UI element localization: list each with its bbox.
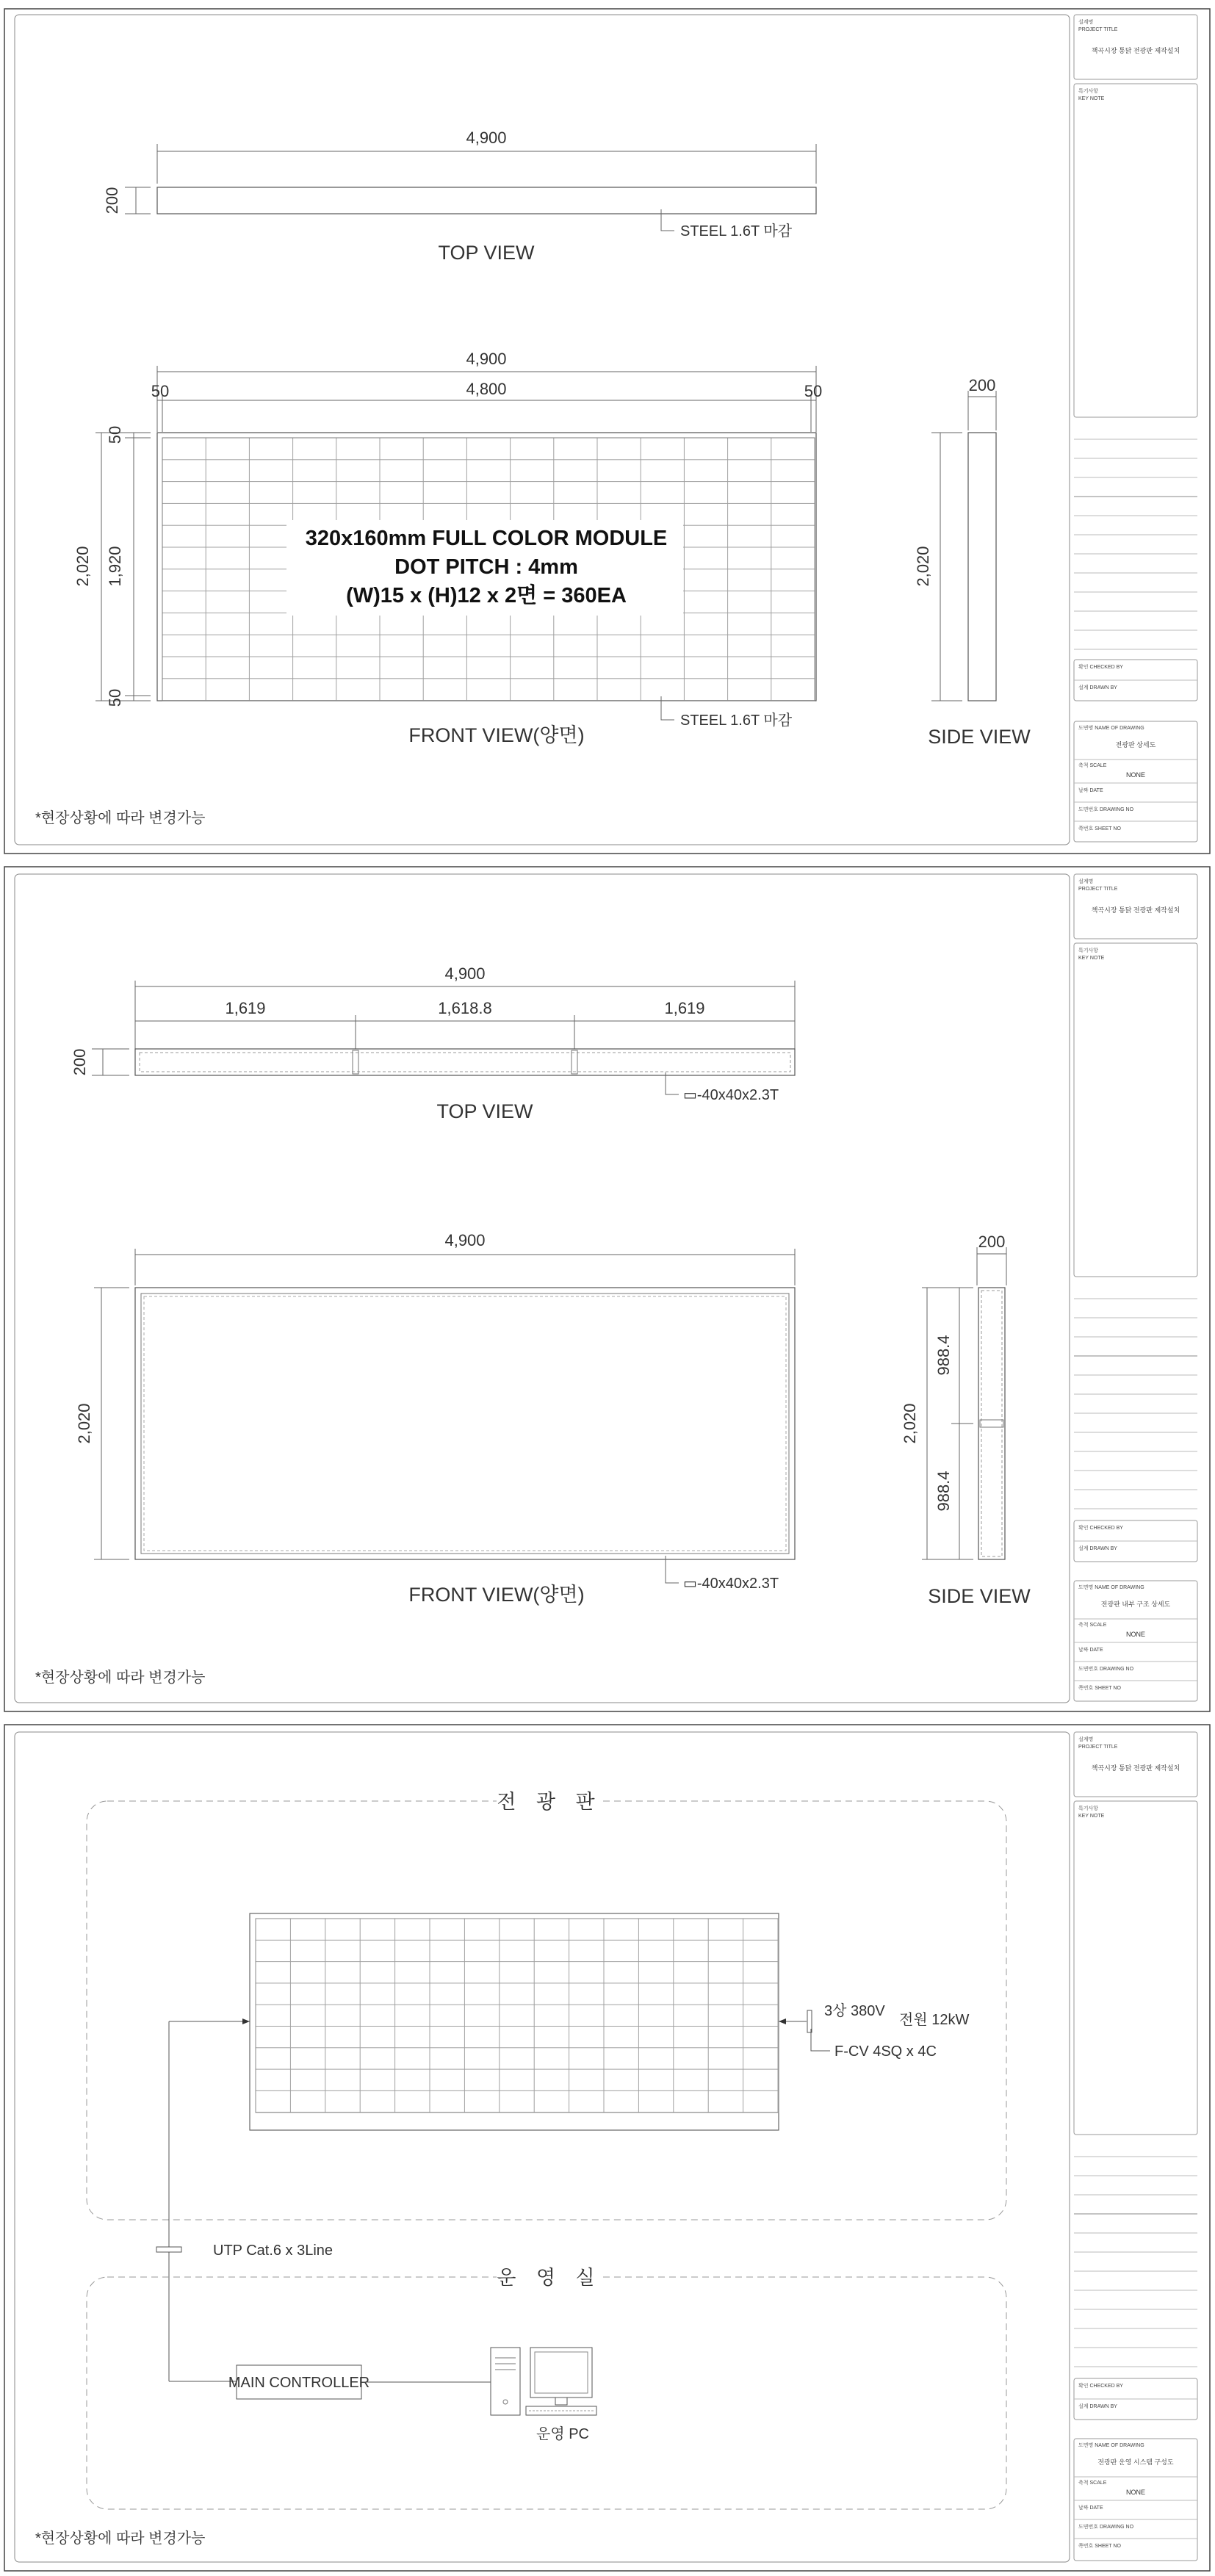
project-label-ko: 설계명 [1078, 1737, 1094, 1742]
checked-by-label: 확인 CHECKED BY [1078, 2384, 1123, 2389]
scale-value: NONE [1125, 1631, 1146, 1638]
date-label: 날짜 DATE [1078, 1648, 1103, 1653]
project-name: 책곡시장 통닭 전광판 제작설치 [1091, 1764, 1180, 1772]
top-view-outline [157, 187, 816, 214]
sheet-no-label: 쪽번호 SHEET NO [1078, 826, 1121, 831]
front-view-outline [135, 1288, 795, 1559]
sign-area-label: 전 광 판 [497, 1791, 602, 1813]
drawing-name: 전광판 운영 시스템 구성도 [1097, 2458, 1174, 2466]
front-view-width-dim: 4,900 [466, 350, 507, 368]
scale-label: 축척 SCALE [1078, 2481, 1107, 2486]
checked-by-label: 확인 CHECKED BY [1078, 1526, 1123, 1531]
front-view-width-dim: 4,900 [444, 1231, 486, 1249]
key-note-label-en: KEY NOTE [1078, 1814, 1105, 1819]
drawing-name-label: 도면명 NAME OF DRAWING [1078, 2443, 1144, 2448]
drawing-name: 전광판 내부 구조 상세도 [1100, 1601, 1171, 1608]
front-view-margin-bottom-dim: 50 [105, 688, 124, 707]
pc-keyboard-icon [526, 2406, 596, 2415]
sheet-3 [4, 1725, 1210, 2571]
drawn-by-label: 설계 DRAWN BY [1078, 2404, 1117, 2409]
drawing-name-label: 도면명 NAME OF DRAWING [1078, 726, 1144, 731]
sheet-2-front-view [75, 1231, 795, 1606]
side-view-outline [968, 433, 996, 701]
scale-label: 축척 SCALE [1078, 763, 1107, 768]
power-capacity: 전원 12kW [899, 2012, 970, 2028]
sheet-2-side-view [901, 1233, 1031, 1607]
project-label-en: PROJECT TITLE [1078, 27, 1118, 32]
front-view-callout: STEEL 1.6T 마감 [680, 712, 793, 729]
project-name: 책곡시장 통닭 전광판 제작설치 [1091, 906, 1180, 914]
scale-value: NONE [1125, 2489, 1146, 2496]
drawn-by-label: 설계 DRAWN BY [1078, 685, 1117, 690]
top-view-seg1-dim: 1,619 [225, 999, 266, 1017]
pc-label: 운영 PC [536, 2426, 589, 2442]
project-label-en: PROJECT TITLE [1078, 887, 1118, 892]
project-label-ko: 설계명 [1078, 20, 1094, 25]
top-view-seg3-dim: 1,619 [664, 999, 705, 1017]
front-view-margin-top-dim: 50 [105, 425, 124, 444]
side-view-title: SIDE VIEW [928, 1585, 1031, 1607]
sheet-1-title-block [1074, 15, 1197, 842]
drawing-no-label: 도면번호 DRAWING NO [1078, 807, 1134, 812]
sheet-2-drawing-area [15, 874, 1070, 1703]
front-view-title: FRONT VIEW(양면) [408, 724, 585, 746]
front-view-inner-width-dim: 4,800 [466, 380, 507, 398]
main-controller-label: MAIN CONTROLLER [228, 2375, 370, 2391]
utp-label: UTP Cat.6 x 3Line [213, 2243, 334, 2259]
drawing-name-label: 도면명 NAME OF DRAWING [1078, 1585, 1144, 1590]
front-view-height-dim: 2,020 [74, 1403, 93, 1444]
top-view-width-dim: 4,900 [466, 129, 507, 147]
sheet-1-side-view [914, 376, 1031, 748]
side-view-lower-dim: 988.4 [934, 1471, 953, 1512]
power-cable: F-CV 4SQ x 4C [834, 2043, 937, 2060]
module-spec-line-3: (W)15 x (H)12 x 2면 = 360EA [346, 584, 627, 607]
key-note-label-en: KEY NOTE [1078, 956, 1105, 961]
project-label-en: PROJECT TITLE [1078, 1745, 1118, 1750]
module-spec-line-2: DOT PITCH : 4mm [394, 555, 578, 579]
side-view-depth-dim: 200 [978, 1233, 1006, 1251]
scale-value: NONE [1125, 771, 1146, 779]
drawing-no-label: 도면번호 DRAWING NO [1078, 1667, 1134, 1672]
pc-tower-icon [491, 2348, 520, 2415]
sheet-1-drawing-area [15, 15, 1070, 845]
top-view-title: TOP VIEW [438, 242, 535, 264]
top-view-title: TOP VIEW [436, 1100, 533, 1122]
sheet-3-title-block [1074, 1732, 1197, 2561]
pc-monitor-icon [530, 2348, 592, 2405]
side-view-height-dim: 2,020 [900, 1403, 919, 1444]
sheet-1 [4, 9, 1210, 854]
front-view-margin-right-dim: 50 [804, 382, 823, 400]
side-view-height-dim: 2,020 [913, 546, 932, 587]
front-view-height-dim: 2,020 [73, 546, 92, 587]
sign-module-grid [256, 1919, 779, 2113]
sheet-1-footnote: *현장상황에 따라 변경가능 [35, 810, 206, 826]
sheet-2 [4, 867, 1210, 1711]
key-note-label-ko: 특기사항 [1078, 1806, 1099, 1811]
front-view-callout: ▭-40x40x2.3T [683, 1576, 779, 1592]
sheet-2-top-view [71, 964, 795, 1122]
side-view-title: SIDE VIEW [928, 726, 1031, 748]
drawn-by-label: 설계 DRAWN BY [1078, 1546, 1117, 1551]
front-view-margin-left-dim: 50 [151, 382, 170, 400]
top-view-callout: STEEL 1.6T 마감 [680, 223, 793, 239]
sheet-2-title-block [1074, 874, 1197, 1701]
operations-room-label: 운 영 실 [497, 2267, 602, 2289]
drawing-name: 전광판 상세도 [1115, 741, 1156, 748]
power-feed [779, 2002, 969, 2060]
power-phase: 3상 380V [824, 2003, 885, 2019]
top-view-callout: ▭-40x40x2.3T [683, 1087, 779, 1103]
operations-pc [491, 2348, 596, 2442]
sheet-1-top-view [103, 129, 816, 264]
date-label: 날짜 DATE [1078, 2505, 1103, 2511]
sheet-no-label: 쪽번호 SHEET NO [1078, 1686, 1121, 1691]
front-view-title: FRONT VIEW(양면) [408, 1584, 585, 1606]
project-name: 책곡시장 통닭 전광판 제작설치 [1091, 47, 1180, 54]
top-view-depth-dim: 200 [102, 187, 121, 214]
top-view-seg2-dim: 1,618.8 [438, 999, 492, 1017]
sheet-1-front-view [73, 350, 822, 746]
drawing-no-label: 도면번호 DRAWING NO [1078, 2525, 1134, 2530]
sheet-no-label: 쪽번호 SHEET NO [1078, 2544, 1121, 2549]
module-spec-line-1: 320x160mm FULL COLOR MODULE [305, 527, 668, 550]
top-view-width-dim: 4,900 [444, 964, 486, 983]
key-note-label-en: KEY NOTE [1078, 96, 1105, 101]
sheet-3-border [4, 1725, 1210, 2571]
checked-by-label: 확인 CHECKED BY [1078, 665, 1123, 670]
key-note-label-ko: 특기사항 [1078, 89, 1099, 94]
side-view-outline [978, 1288, 1005, 1559]
side-view-upper-dim: 988.4 [934, 1335, 953, 1376]
sheet-2-footnote: *현장상황에 따라 변경가능 [35, 1670, 206, 1686]
sheet-3-footnote: *현장상황에 따라 변경가능 [35, 2530, 206, 2547]
scale-label: 축척 SCALE [1078, 1623, 1107, 1628]
front-view-inner-height-dim: 1,920 [105, 546, 124, 587]
project-label-ko: 설계명 [1078, 879, 1094, 884]
side-view-depth-dim: 200 [968, 376, 996, 394]
key-note-label-ko: 특기사항 [1078, 948, 1099, 953]
top-view-depth-dim: 200 [70, 1048, 89, 1076]
date-label: 날짜 DATE [1078, 788, 1103, 793]
